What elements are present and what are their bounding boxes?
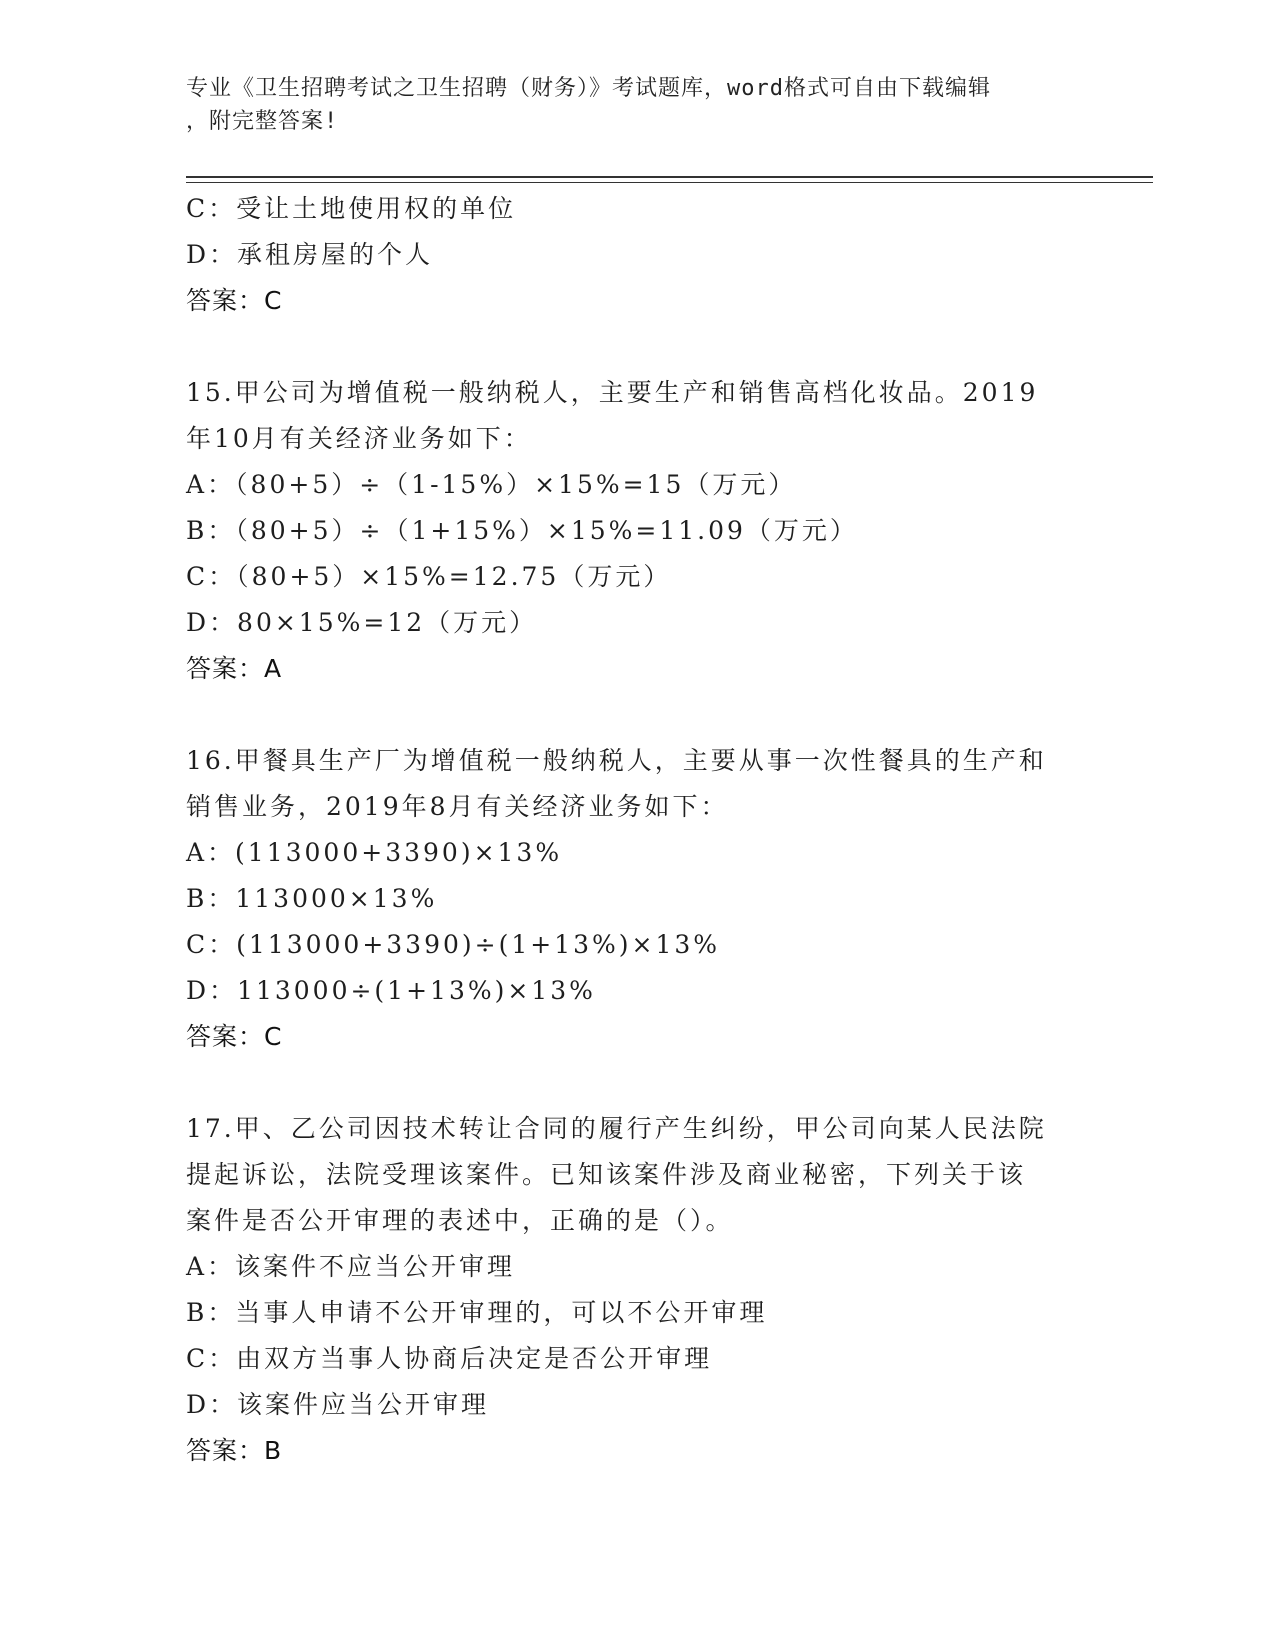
- option-b: B：当事人申请不公开审理的，可以不公开审理: [186, 1298, 768, 1327]
- question-stem-line: 销售业务，2019年8月有关经济业务如下：: [186, 792, 729, 821]
- option-d: D：80×15%=12（万元）: [186, 608, 538, 637]
- answer-line: 答案：B: [186, 1436, 283, 1465]
- option-d: D：113000÷(1+13%)×13%: [186, 976, 596, 1005]
- option-c: C：由双方当事人协商后决定是否公开审理: [186, 1344, 713, 1373]
- question-14-tail: [186, 186, 1086, 324]
- spacer: [186, 692, 1086, 738]
- question-stem-line: 年10月有关经济业务如下：: [186, 424, 532, 453]
- option-d: D：该案件应当公开审理: [186, 1390, 490, 1419]
- answer-line: 答案：A: [186, 654, 283, 683]
- question-stem-line: 17.甲、乙公司因技术转让合同的履行产生纠纷，甲公司向某人民法院: [186, 1114, 1047, 1143]
- option-c: C：(113000+3390)÷(1+13%)×13%: [186, 930, 721, 959]
- option-b: B：（80+5）÷（1+15%）×15%=11.09（万元）: [186, 516, 858, 545]
- question-16: [186, 738, 1086, 1060]
- option-a: A：该案件不应当公开审理: [186, 1252, 516, 1281]
- answer-line: 答案：C: [186, 1022, 283, 1051]
- spacer: [186, 1060, 1086, 1106]
- header-divider-thin: [186, 182, 1153, 183]
- question-stem-line: 15.甲公司为增值税一般纳税人，主要生产和销售高档化妆品。2019: [186, 378, 1039, 407]
- option-a: A：（80+5）÷（1-15%）×15%=15（万元）: [186, 470, 797, 499]
- header-divider-thick: [186, 176, 1153, 178]
- question-15: [186, 370, 1086, 692]
- question-stem-line: 案件是否公开审理的表述中，正确的是（）。: [186, 1206, 734, 1235]
- question-stem-line: 提起诉讼，法院受理该案件。已知该案件涉及商业秘密，下列关于该: [186, 1160, 1027, 1189]
- header-title-line2: ，附完整答案!: [186, 109, 339, 134]
- question-17: [186, 1106, 1086, 1474]
- header-title-line1: 专业《卫生招聘考试之卫生招聘（财务）》考试题库，word格式可自由下载编辑: [186, 76, 991, 101]
- option-a: A：(113000+3390)×13%: [186, 838, 563, 867]
- answer-line: 答案：C: [186, 286, 283, 315]
- option-c: C：（80+5）×15%=12.75（万元）: [186, 562, 672, 591]
- option-d: D：承租房屋的个人: [186, 240, 434, 269]
- spacer: [186, 324, 1086, 370]
- page-header: [186, 72, 1086, 138]
- option-c: C：受让土地使用权的单位: [186, 194, 517, 223]
- question-stem-line: 16.甲餐具生产厂为增值税一般纳税人，主要从事一次性餐具的生产和: [186, 746, 1047, 775]
- option-b: B：113000×13%: [186, 884, 438, 913]
- question-list: [186, 186, 1086, 1474]
